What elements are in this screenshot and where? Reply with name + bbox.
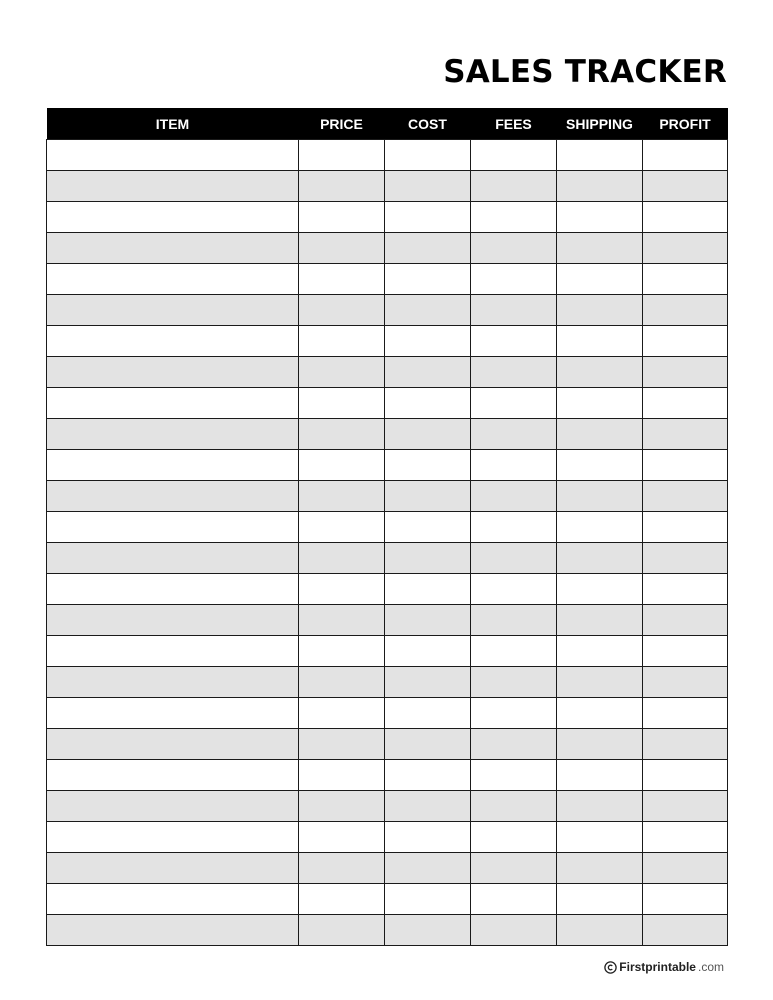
cell-price[interactable] — [299, 481, 385, 512]
cell-price[interactable] — [299, 357, 385, 388]
cell-cost[interactable] — [385, 140, 471, 171]
cell-price[interactable] — [299, 853, 385, 884]
cell-price[interactable] — [299, 574, 385, 605]
cell-item[interactable] — [47, 202, 299, 233]
cell-profit[interactable] — [643, 140, 728, 171]
cell-profit[interactable] — [643, 729, 728, 760]
cell-price[interactable] — [299, 233, 385, 264]
cell-fees[interactable] — [471, 202, 557, 233]
cell-cost[interactable] — [385, 233, 471, 264]
cell-profit[interactable] — [643, 760, 728, 791]
cell-shipping[interactable] — [557, 140, 643, 171]
cell-fees[interactable] — [471, 698, 557, 729]
cell-price[interactable] — [299, 791, 385, 822]
cell-shipping[interactable] — [557, 295, 643, 326]
cell-item[interactable] — [47, 264, 299, 295]
cell-price[interactable] — [299, 605, 385, 636]
cell-item[interactable] — [47, 729, 299, 760]
table-row — [47, 636, 728, 667]
cell-shipping[interactable] — [557, 574, 643, 605]
cell-price[interactable] — [299, 202, 385, 233]
cell-item[interactable] — [47, 636, 299, 667]
cell-profit[interactable] — [643, 512, 728, 543]
cell-profit[interactable] — [643, 884, 728, 915]
cell-cost[interactable] — [385, 822, 471, 853]
cell-fees[interactable] — [471, 171, 557, 202]
cell-shipping[interactable] — [557, 853, 643, 884]
cell-item[interactable] — [47, 543, 299, 574]
cell-fees[interactable] — [471, 450, 557, 481]
column-header-price: PRICE — [299, 108, 385, 140]
cell-price[interactable] — [299, 419, 385, 450]
table-row — [47, 574, 728, 605]
cell-item[interactable] — [47, 667, 299, 698]
cell-fees[interactable] — [471, 822, 557, 853]
cell-cost[interactable] — [385, 667, 471, 698]
cell-shipping[interactable] — [557, 171, 643, 202]
cell-profit[interactable] — [643, 450, 728, 481]
cell-profit[interactable] — [643, 853, 728, 884]
cell-cost[interactable] — [385, 791, 471, 822]
table-header — [47, 108, 728, 140]
table-row — [47, 729, 728, 760]
cell-shipping[interactable] — [557, 791, 643, 822]
cell-item[interactable] — [47, 822, 299, 853]
cell-cost[interactable] — [385, 853, 471, 884]
footer-brand: Firstprintable — [619, 960, 696, 974]
cell-profit[interactable] — [643, 326, 728, 357]
cell-item[interactable] — [47, 884, 299, 915]
table-row — [47, 884, 728, 915]
cell-fees[interactable] — [471, 357, 557, 388]
cell-cost[interactable] — [385, 729, 471, 760]
table-row — [47, 667, 728, 698]
cell-fees[interactable] — [471, 264, 557, 295]
cell-cost[interactable] — [385, 326, 471, 357]
cell-item[interactable] — [47, 233, 299, 264]
cell-cost[interactable] — [385, 915, 471, 946]
cell-item[interactable] — [47, 760, 299, 791]
cell-price[interactable] — [299, 884, 385, 915]
column-header-cost: COST — [385, 108, 471, 140]
cell-fees[interactable] — [471, 884, 557, 915]
cell-cost[interactable] — [385, 512, 471, 543]
cell-profit[interactable] — [643, 419, 728, 450]
cell-profit[interactable] — [643, 543, 728, 574]
cell-profit[interactable] — [643, 605, 728, 636]
column-header-item: ITEM — [47, 108, 299, 140]
cell-item[interactable] — [47, 450, 299, 481]
cell-item[interactable] — [47, 915, 299, 946]
cell-profit[interactable] — [643, 636, 728, 667]
cell-fees[interactable] — [471, 419, 557, 450]
cell-shipping[interactable] — [557, 512, 643, 543]
cell-cost[interactable] — [385, 450, 471, 481]
cell-item[interactable] — [47, 388, 299, 419]
cell-shipping[interactable] — [557, 388, 643, 419]
cell-fees[interactable] — [471, 915, 557, 946]
cell-shipping[interactable] — [557, 202, 643, 233]
cell-price[interactable] — [299, 450, 385, 481]
page-title: SALES TRACKER — [443, 54, 727, 90]
cell-cost[interactable] — [385, 295, 471, 326]
cell-price[interactable] — [299, 543, 385, 574]
cell-shipping[interactable] — [557, 915, 643, 946]
cell-fees[interactable] — [471, 791, 557, 822]
table-row — [47, 388, 728, 419]
table-row — [47, 791, 728, 822]
cell-cost[interactable] — [385, 698, 471, 729]
cell-cost[interactable] — [385, 760, 471, 791]
cell-profit[interactable] — [643, 698, 728, 729]
cell-profit[interactable] — [643, 357, 728, 388]
cell-shipping[interactable] — [557, 326, 643, 357]
cell-price[interactable] — [299, 512, 385, 543]
column-header-profit: PROFIT — [643, 108, 728, 140]
column-header-shipping: SHIPPING — [557, 108, 643, 140]
cell-fees[interactable] — [471, 853, 557, 884]
cell-cost[interactable] — [385, 543, 471, 574]
cell-fees[interactable] — [471, 481, 557, 512]
cell-profit[interactable] — [643, 295, 728, 326]
column-header-fees: FEES — [471, 108, 557, 140]
footer-domain: .com — [697, 960, 724, 974]
cell-item[interactable] — [47, 357, 299, 388]
table-row — [47, 419, 728, 450]
table-row — [47, 140, 728, 171]
table-row — [47, 171, 728, 202]
cell-shipping[interactable] — [557, 233, 643, 264]
table-row — [47, 326, 728, 357]
table-row — [47, 481, 728, 512]
cell-shipping[interactable] — [557, 667, 643, 698]
cell-cost[interactable] — [385, 884, 471, 915]
table-row — [47, 915, 728, 946]
header-row — [47, 108, 728, 140]
cell-cost[interactable] — [385, 202, 471, 233]
cell-price[interactable] — [299, 295, 385, 326]
cell-fees[interactable] — [471, 729, 557, 760]
table-row — [47, 512, 728, 543]
table-body — [47, 140, 728, 946]
cell-item[interactable] — [47, 791, 299, 822]
cell-price[interactable] — [299, 915, 385, 946]
cell-profit[interactable] — [643, 481, 728, 512]
cell-price[interactable] — [299, 636, 385, 667]
cell-fees[interactable] — [471, 574, 557, 605]
cell-profit[interactable] — [643, 574, 728, 605]
cell-shipping[interactable] — [557, 636, 643, 667]
cell-shipping[interactable] — [557, 760, 643, 791]
cell-item[interactable] — [47, 481, 299, 512]
cell-fees[interactable] — [471, 667, 557, 698]
copyright-icon — [604, 961, 617, 974]
cell-fees[interactable] — [471, 605, 557, 636]
table-row — [47, 357, 728, 388]
cell-item[interactable] — [47, 853, 299, 884]
cell-shipping[interactable] — [557, 450, 643, 481]
cell-profit[interactable] — [643, 667, 728, 698]
cell-profit[interactable] — [643, 822, 728, 853]
cell-fees[interactable] — [471, 233, 557, 264]
cell-item[interactable] — [47, 171, 299, 202]
cell-price[interactable] — [299, 140, 385, 171]
cell-cost[interactable] — [385, 357, 471, 388]
cell-profit[interactable] — [643, 264, 728, 295]
table-row — [47, 202, 728, 233]
cell-shipping[interactable] — [557, 481, 643, 512]
cell-price[interactable] — [299, 667, 385, 698]
cell-shipping[interactable] — [557, 822, 643, 853]
table-row — [47, 543, 728, 574]
cell-shipping[interactable] — [557, 729, 643, 760]
table-row — [47, 450, 728, 481]
cell-profit[interactable] — [643, 791, 728, 822]
cell-price[interactable] — [299, 326, 385, 357]
cell-price[interactable] — [299, 729, 385, 760]
table-row — [47, 605, 728, 636]
cell-shipping[interactable] — [557, 698, 643, 729]
cell-item[interactable] — [47, 326, 299, 357]
cell-fees[interactable] — [471, 760, 557, 791]
cell-fees[interactable] — [471, 140, 557, 171]
table-row — [47, 760, 728, 791]
cell-price[interactable] — [299, 264, 385, 295]
table-row — [47, 698, 728, 729]
cell-price[interactable] — [299, 171, 385, 202]
cell-profit[interactable] — [643, 202, 728, 233]
cell-cost[interactable] — [385, 481, 471, 512]
cell-fees[interactable] — [471, 326, 557, 357]
cell-item[interactable] — [47, 419, 299, 450]
cell-item[interactable] — [47, 698, 299, 729]
cell-item[interactable] — [47, 295, 299, 326]
cell-cost[interactable] — [385, 419, 471, 450]
table-row — [47, 295, 728, 326]
cell-fees[interactable] — [471, 295, 557, 326]
footer-credit — [604, 958, 724, 976]
cell-cost[interactable] — [385, 264, 471, 295]
cell-shipping[interactable] — [557, 357, 643, 388]
cell-fees[interactable] — [471, 543, 557, 574]
cell-cost[interactable] — [385, 388, 471, 419]
sales-table — [46, 108, 728, 946]
cell-price[interactable] — [299, 760, 385, 791]
cell-item[interactable] — [47, 512, 299, 543]
cell-item[interactable] — [47, 605, 299, 636]
cell-item[interactable] — [47, 574, 299, 605]
cell-shipping[interactable] — [557, 605, 643, 636]
table-row — [47, 264, 728, 295]
cell-shipping[interactable] — [557, 543, 643, 574]
table-row — [47, 822, 728, 853]
cell-shipping[interactable] — [557, 419, 643, 450]
cell-price[interactable] — [299, 388, 385, 419]
cell-fees[interactable] — [471, 388, 557, 419]
cell-profit[interactable] — [643, 233, 728, 264]
cell-cost[interactable] — [385, 636, 471, 667]
cell-cost[interactable] — [385, 605, 471, 636]
table-row — [47, 233, 728, 264]
cell-fees[interactable] — [471, 512, 557, 543]
cell-price[interactable] — [299, 822, 385, 853]
table-row — [47, 853, 728, 884]
cell-item[interactable] — [47, 140, 299, 171]
cell-fees[interactable] — [471, 636, 557, 667]
cell-price[interactable] — [299, 698, 385, 729]
cell-profit[interactable] — [643, 915, 728, 946]
cell-shipping[interactable] — [557, 884, 643, 915]
cell-profit[interactable] — [643, 388, 728, 419]
cell-cost[interactable] — [385, 574, 471, 605]
cell-shipping[interactable] — [557, 264, 643, 295]
cell-cost[interactable] — [385, 171, 471, 202]
cell-profit[interactable] — [643, 171, 728, 202]
